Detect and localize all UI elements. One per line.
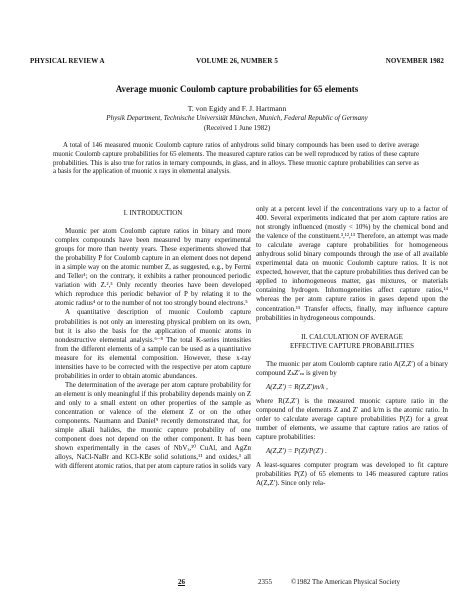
section-heading-line: EFFECTIVE CAPTURE PROBABILITIES	[289, 341, 415, 350]
section-heading-calculation	[256, 333, 448, 351]
paragraph: only at a percent level if the concentrations vary up to a factor of 400. Several experiments indicated that per atom capture ratios are not strongly influenced (mostly < 10%) by the chemical bond and the valence of the constituent.³,¹²,¹³ Therefore, an attempt was made to calculate average capture probabilities for homogeneous anhydrous solid binary compounds through the use of all available experimental data on muonic Coulomb capture ratios. It is not expected, however, that the capture probabilities thus derived can be applied to inhomogeneous matter, gas mixtures, or materials containing hydrogen. Inhomogeneities affect capture ratios,¹⁴ whereas the per atom capture ratios in gases depend upon the concentration.¹⁵ Transfer effects, finally, may influence capture probabilities in hydrogeneous compounds.	[256, 205, 448, 322]
volume-number: VOLUME 26, NUMBER 5	[196, 57, 278, 65]
paragraph: A least-squares computer program was developed to fit capture probabilities P(Z) of 65 elements to 146 measured capture ratios A(Z,Z′). Since only rela-	[256, 461, 448, 488]
paragraph: A quantitative description of muonic Coulomb capture probabilities is not only an interesting physical problem on its own, but it is also the basis for the application of muonic atoms in nondestructive elemental analysis.⁶⁻⁸ The total K-series intensities from the different elements of a sample can be used as a quantitative measure for its elemental composition. However, these x-ray intensities have to be corrected with the respective per atom capture probabilities in order to obtain atomic abundances.	[55, 308, 251, 380]
paragraph: The determination of the average per atom capture probability for an element is only meaningful if this probability depends mainly on Z and only to a small extent on other properties of the sample as concentration or valence of the element Z or on the other components. Naumann and Daniel⁹ recently demonstrated that, for simple alkali halides, the muonic capture probability of one component does not depend on the other component. It has been shown experimentally in the cases of NbVₓ,¹⁰ CuAl, and AgZn alloys, NaCl-NaBr and KCl-KBr solid solutions,¹¹ and oxides,³ all with different atomic ratios, that per atom capture ratios in solids vary	[55, 380, 251, 471]
page-footer	[30, 578, 444, 588]
equation: A(Z,Z′) = P(Z)/P(Z′) .	[266, 447, 327, 456]
paragraph: Muonic per atom Coulomb capture ratios in binary and more complex compounds have been measured by many experimental groups for more than twenty years. These experiments showed that the probability P for Coulomb capture in an element does not depend in a simple way on the atomic number Z, as suggested, e.g., by Fermi and Teller¹; on the contrary, it exhibits a rather pronounced periodic variation with Z.²,³ Only recently theories have been developed which reproduce this periodic behavior of P by relating it to the atomic radius⁴ or to the number of not too strongly bound electrons.⁵	[55, 227, 251, 308]
volume-page-number: 26	[178, 578, 185, 586]
author-affiliation: Physik Department, Technische Universität München, Munich, Federal Republic of Germany	[106, 114, 368, 122]
received-date: (Received 1 June 1982)	[203, 124, 271, 132]
section-heading-introduction: I. INTRODUCTION	[123, 209, 183, 217]
paragraph: The muonic per atom Coulomb capture ratio A(Z,Z′) of a binary compound ZₖZ′ₘ is given by	[256, 359, 448, 377]
left-column	[55, 204, 251, 471]
equation: A(Z,Z′) = R(Z,Z′)m/k ,	[266, 382, 328, 391]
article-authors: T. von Egidy and F. J. Hartmann	[187, 104, 287, 113]
journal-name: PHYSICAL REVIEW A	[30, 57, 105, 65]
abstract: A total of 146 measured muonic Coulomb capture ratios of anhydrous solid binary compounds has been used to derive average muonic Coulomb capture probabilities for 65 elements. The measured capture ratios can be well reproduced by ratios of these capture probabilities. This is also true for ratios in ternary compounds, in glass, and in alloys. These muonic capture probabilities can serve as a basis for the application of muonic x rays in elemental analysis.	[53, 142, 419, 176]
article-title: Average muonic Coulomb capture probabilities for 65 elements	[115, 84, 359, 94]
right-column	[256, 205, 448, 488]
copyright-notice: ©1982 The American Physical Society	[291, 578, 401, 586]
section-heading-line: II. CALCULATION OF AVERAGE	[301, 332, 403, 341]
running-head	[30, 57, 444, 67]
page-number: 2355	[258, 578, 272, 586]
paragraph: where R(Z,Z′) is the measured muonic capture ratio in the compound of the elements Z and Z′ and k/m is the atomic ratio. In order to calculate average capture probabilities P(Z) for a great number of elements, we assume that capture ratios are ratios of capture probabilities:	[256, 396, 448, 442]
issue-date: NOVEMBER 1982	[385, 57, 444, 65]
